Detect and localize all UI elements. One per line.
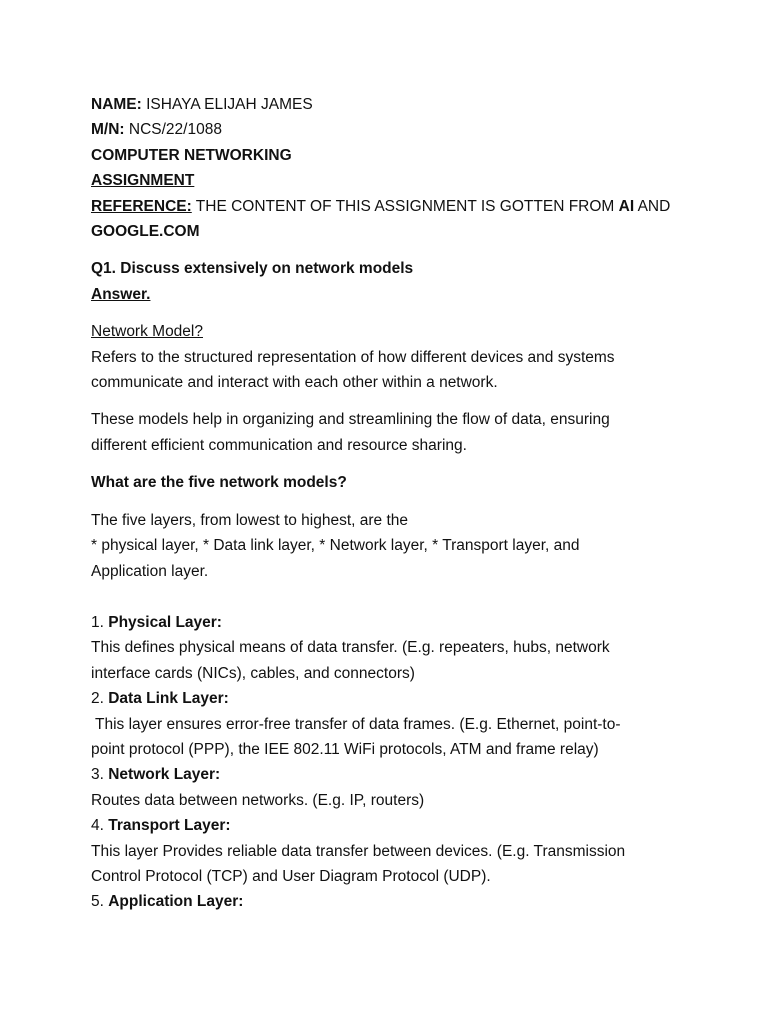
layer-number: 4. <box>91 817 109 835</box>
document-page <box>91 92 671 915</box>
definition-line-1: Refers to the structured representation of how different devices and systems <box>91 348 615 366</box>
layer-heading-physical <box>91 610 671 635</box>
layer-title: Application Layer: <box>108 893 244 911</box>
name-value: ISHAYA ELIJAH JAMES <box>141 96 313 113</box>
reference-site: GOOGLE.COM <box>91 223 200 241</box>
reference-label: REFERENCE: <box>91 197 192 215</box>
question-title: Q1. Discuss extensively on network models <box>91 260 414 278</box>
reference-text-and: AND <box>634 197 671 215</box>
layer-description-line: This layer ensures error-free transfer of data frames. (E.g. Ethernet, point-to- <box>91 715 621 733</box>
answer-label: Answer. <box>91 285 151 303</box>
reference-text: THE CONTENT OF THIS ASSIGNMENT IS GOTTEN FROM <box>191 197 619 215</box>
layer-title: Physical Layer: <box>108 613 222 631</box>
layer-description-line: This layer Provides reliable data transfer between devices. (E.g. Transmission <box>91 842 626 860</box>
reference-ai: AI <box>618 197 635 215</box>
layer-number: 1. <box>91 613 109 631</box>
layer-description-line: point protocol (PPP), the IEE 802.11 WiFi protocols, ATM and frame relay) <box>91 740 599 758</box>
assignment-heading: ASSIGNMENT <box>91 172 195 190</box>
layer-heading-transport <box>91 813 671 838</box>
layer-number: 2. <box>91 690 109 708</box>
layer-description-line: interface cards (NICs), cables, and connectors) <box>91 664 415 682</box>
course-title: COMPUTER NETWORKING <box>91 146 292 164</box>
layers-intro-line-2: * physical layer, * Data link layer, * Network layer, * Transport layer, and <box>91 537 580 555</box>
matric-number-value: NCS/22/1088 <box>124 121 222 139</box>
name-line <box>91 92 671 117</box>
layer-title: Network Layer: <box>108 766 221 784</box>
purpose-line-1: These models help in organizing and streamlining the flow of data, ensuring <box>91 411 610 429</box>
layer-heading-network <box>91 762 671 787</box>
layers-intro-line-1: The five layers, from lowest to highest, are the <box>91 511 409 529</box>
purpose-line-2: different efficient communication and resource sharing. <box>91 436 467 454</box>
layer-title: Transport Layer: <box>108 817 231 835</box>
layers-intro-line-3: Application layer. <box>91 562 209 580</box>
layer-description-line: Routes data between networks. (E.g. IP, routers) <box>91 791 425 809</box>
layer-heading-application <box>91 889 671 914</box>
layer-heading-data-link <box>91 686 671 711</box>
layer-description-line: This defines physical means of data transfer. (E.g. repeaters, hubs, network <box>91 639 610 657</box>
layer-number: 3. <box>91 766 109 784</box>
matric-number-label: M/N: <box>91 121 125 139</box>
reference-line <box>91 194 671 219</box>
five-models-question: What are the five network models? <box>91 474 347 492</box>
layer-description-line: Control Protocol (TCP) and User Diagram Protocol (UDP). <box>91 867 491 885</box>
layer-title: Data Link Layer: <box>108 690 229 708</box>
matric-number-line <box>91 117 671 142</box>
name-label: NAME: <box>91 96 142 113</box>
definition-line-2: communicate and interact with each other within a network. <box>91 374 498 392</box>
layer-number: 5. <box>91 893 109 911</box>
network-model-heading: Network Model? <box>91 323 203 341</box>
